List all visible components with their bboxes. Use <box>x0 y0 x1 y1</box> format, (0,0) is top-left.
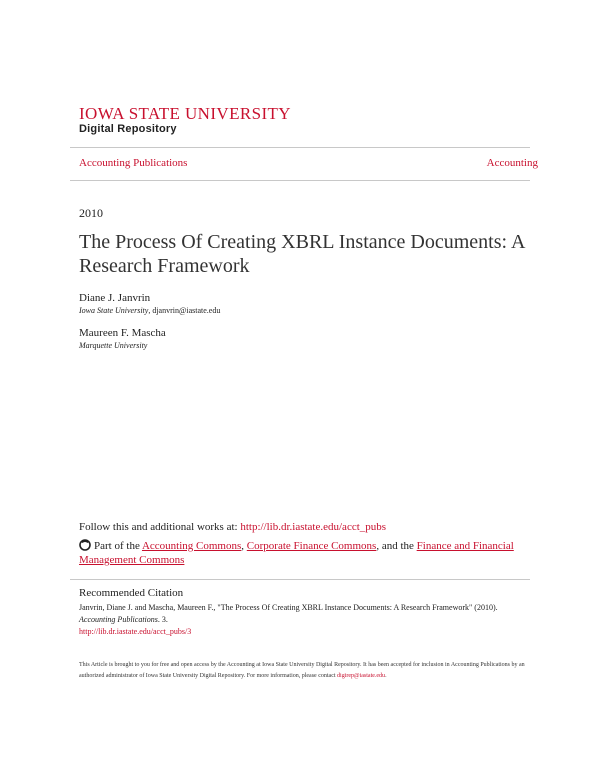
repository-url-link[interactable]: http://lib.dr.iastate.edu/acct_pubs <box>240 521 387 533</box>
repository-subtitle: Digital Repository <box>79 123 177 135</box>
accounting-commons-link[interactable]: Accounting Commons <box>141 540 242 552</box>
author-email: , djanvrin@iastate.edu <box>148 306 221 315</box>
citation-url-link[interactable]: http://lib.dr.iastate.edu/acct_pubs/3 <box>79 627 192 636</box>
divider-top <box>70 147 530 148</box>
author-block <box>79 292 220 315</box>
part-of-line <box>79 539 529 567</box>
university-logo: IOWA STATE UNIVERSITY <box>79 104 291 123</box>
divider-citation <box>70 579 530 580</box>
citation-journal: Accounting Publications <box>79 615 158 624</box>
open-access-icon <box>79 539 91 551</box>
citation-text <box>79 602 529 638</box>
access-notice <box>79 660 529 682</box>
divider-bottom <box>70 180 530 181</box>
partof-separator: , and the <box>376 540 417 552</box>
author-affiliation <box>79 306 220 315</box>
affiliation-text: Iowa State University <box>79 306 149 315</box>
author-name: Maureen F. Mascha <box>79 327 166 339</box>
article-title: The Process Of Creating XBRL Instance Documents: A Research Framework <box>79 231 525 277</box>
collection-link[interactable]: Accounting Publications <box>79 157 188 169</box>
citation-line: Janvrin, Diane J. and Mascha, Maureen F., "The Process Of Creating XBRL Instance Documents: A Research Framework" (2010). <box>79 603 498 612</box>
department-link[interactable]: Accounting <box>486 157 538 169</box>
recommended-citation-heading: Recommended Citation <box>79 587 184 599</box>
corporate-finance-commons-link[interactable]: Corporate Finance Commons <box>246 540 377 552</box>
finance-management-commons-link[interactable]: Finance and Financial Management Commons <box>79 540 514 566</box>
author-affiliation: Marquette University <box>79 341 148 350</box>
citation-line <box>79 614 529 626</box>
author-name: Diane J. Janvrin <box>79 292 151 304</box>
author-block <box>79 327 166 350</box>
follow-line <box>79 521 386 533</box>
partof-prefix: Part of the <box>94 540 142 552</box>
partof-separator: , <box>241 540 247 552</box>
publication-year: 2010 <box>79 206 103 220</box>
notice-text: This Article is brought to you for free and open access by the Accounting at Iowa State University Digital Repository. It has been accepted for inclusion in Accounting Publications by an authorized administrator of Iowa State University Digital Repository. For more information, please contact <box>79 662 525 679</box>
contact-email-link[interactable]: digirep@iastate.edu <box>337 673 386 679</box>
notice-end: . <box>385 673 387 679</box>
citation-number: . 3. <box>157 615 168 624</box>
follow-prefix: Follow this and additional works at: <box>79 521 241 533</box>
